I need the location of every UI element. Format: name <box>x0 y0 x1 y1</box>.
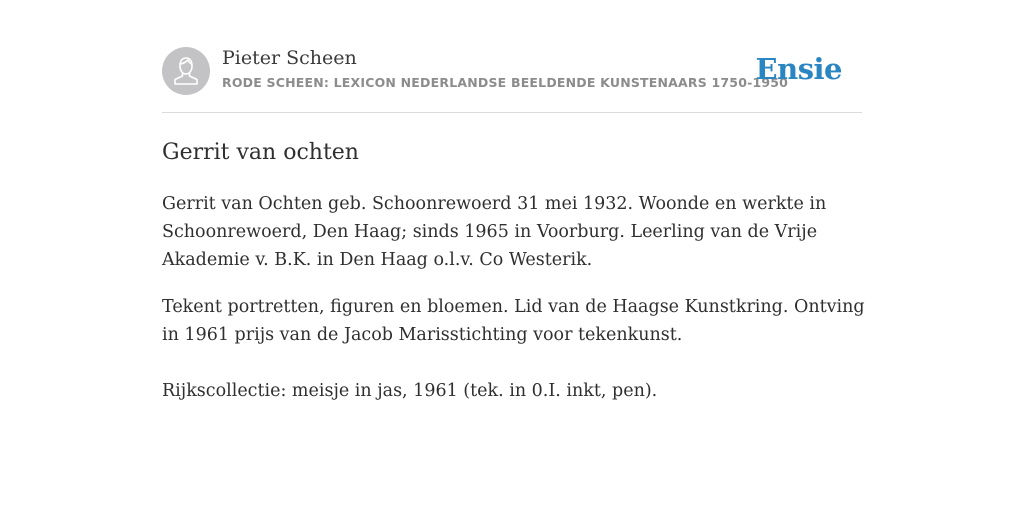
source-name[interactable]: RODE SCHEEN: LEXICON NEDERLANDSE BEELDENDE KUNSTENAARS 1750-1950 <box>222 75 789 90</box>
page-title: Gerrit van ochten <box>162 140 359 165</box>
avatar[interactable] <box>162 47 210 95</box>
article-paragraph-1: Gerrit van Ochten geb. Schoonrewoerd 31 mei 1932. Woonde en werkte in Schoonrewoerd, Den Haag; sinds 1965 in Voorburg. Leerling van de Vrije Akademie v. B.K. in Den Haag o.l.v. Co Westerik. <box>162 194 827 270</box>
user-silhouette-icon <box>162 47 210 95</box>
author-name[interactable]: Pieter Scheen <box>222 47 357 69</box>
article-paragraph-3: Rijkscollectie: meisje in jas, 1961 (tek. in 0.I. inkt, pen). <box>162 381 658 401</box>
ensie-logo[interactable]: Ensie <box>755 52 842 86</box>
article-paragraph-2: Tekent portretten, figuren en bloemen. Lid van de Haagse Kunstkring. Ontving in 1961 prijs van de Jacob Marisstichting voor tekenkunst. <box>162 297 865 345</box>
entry-header <box>162 46 862 113</box>
